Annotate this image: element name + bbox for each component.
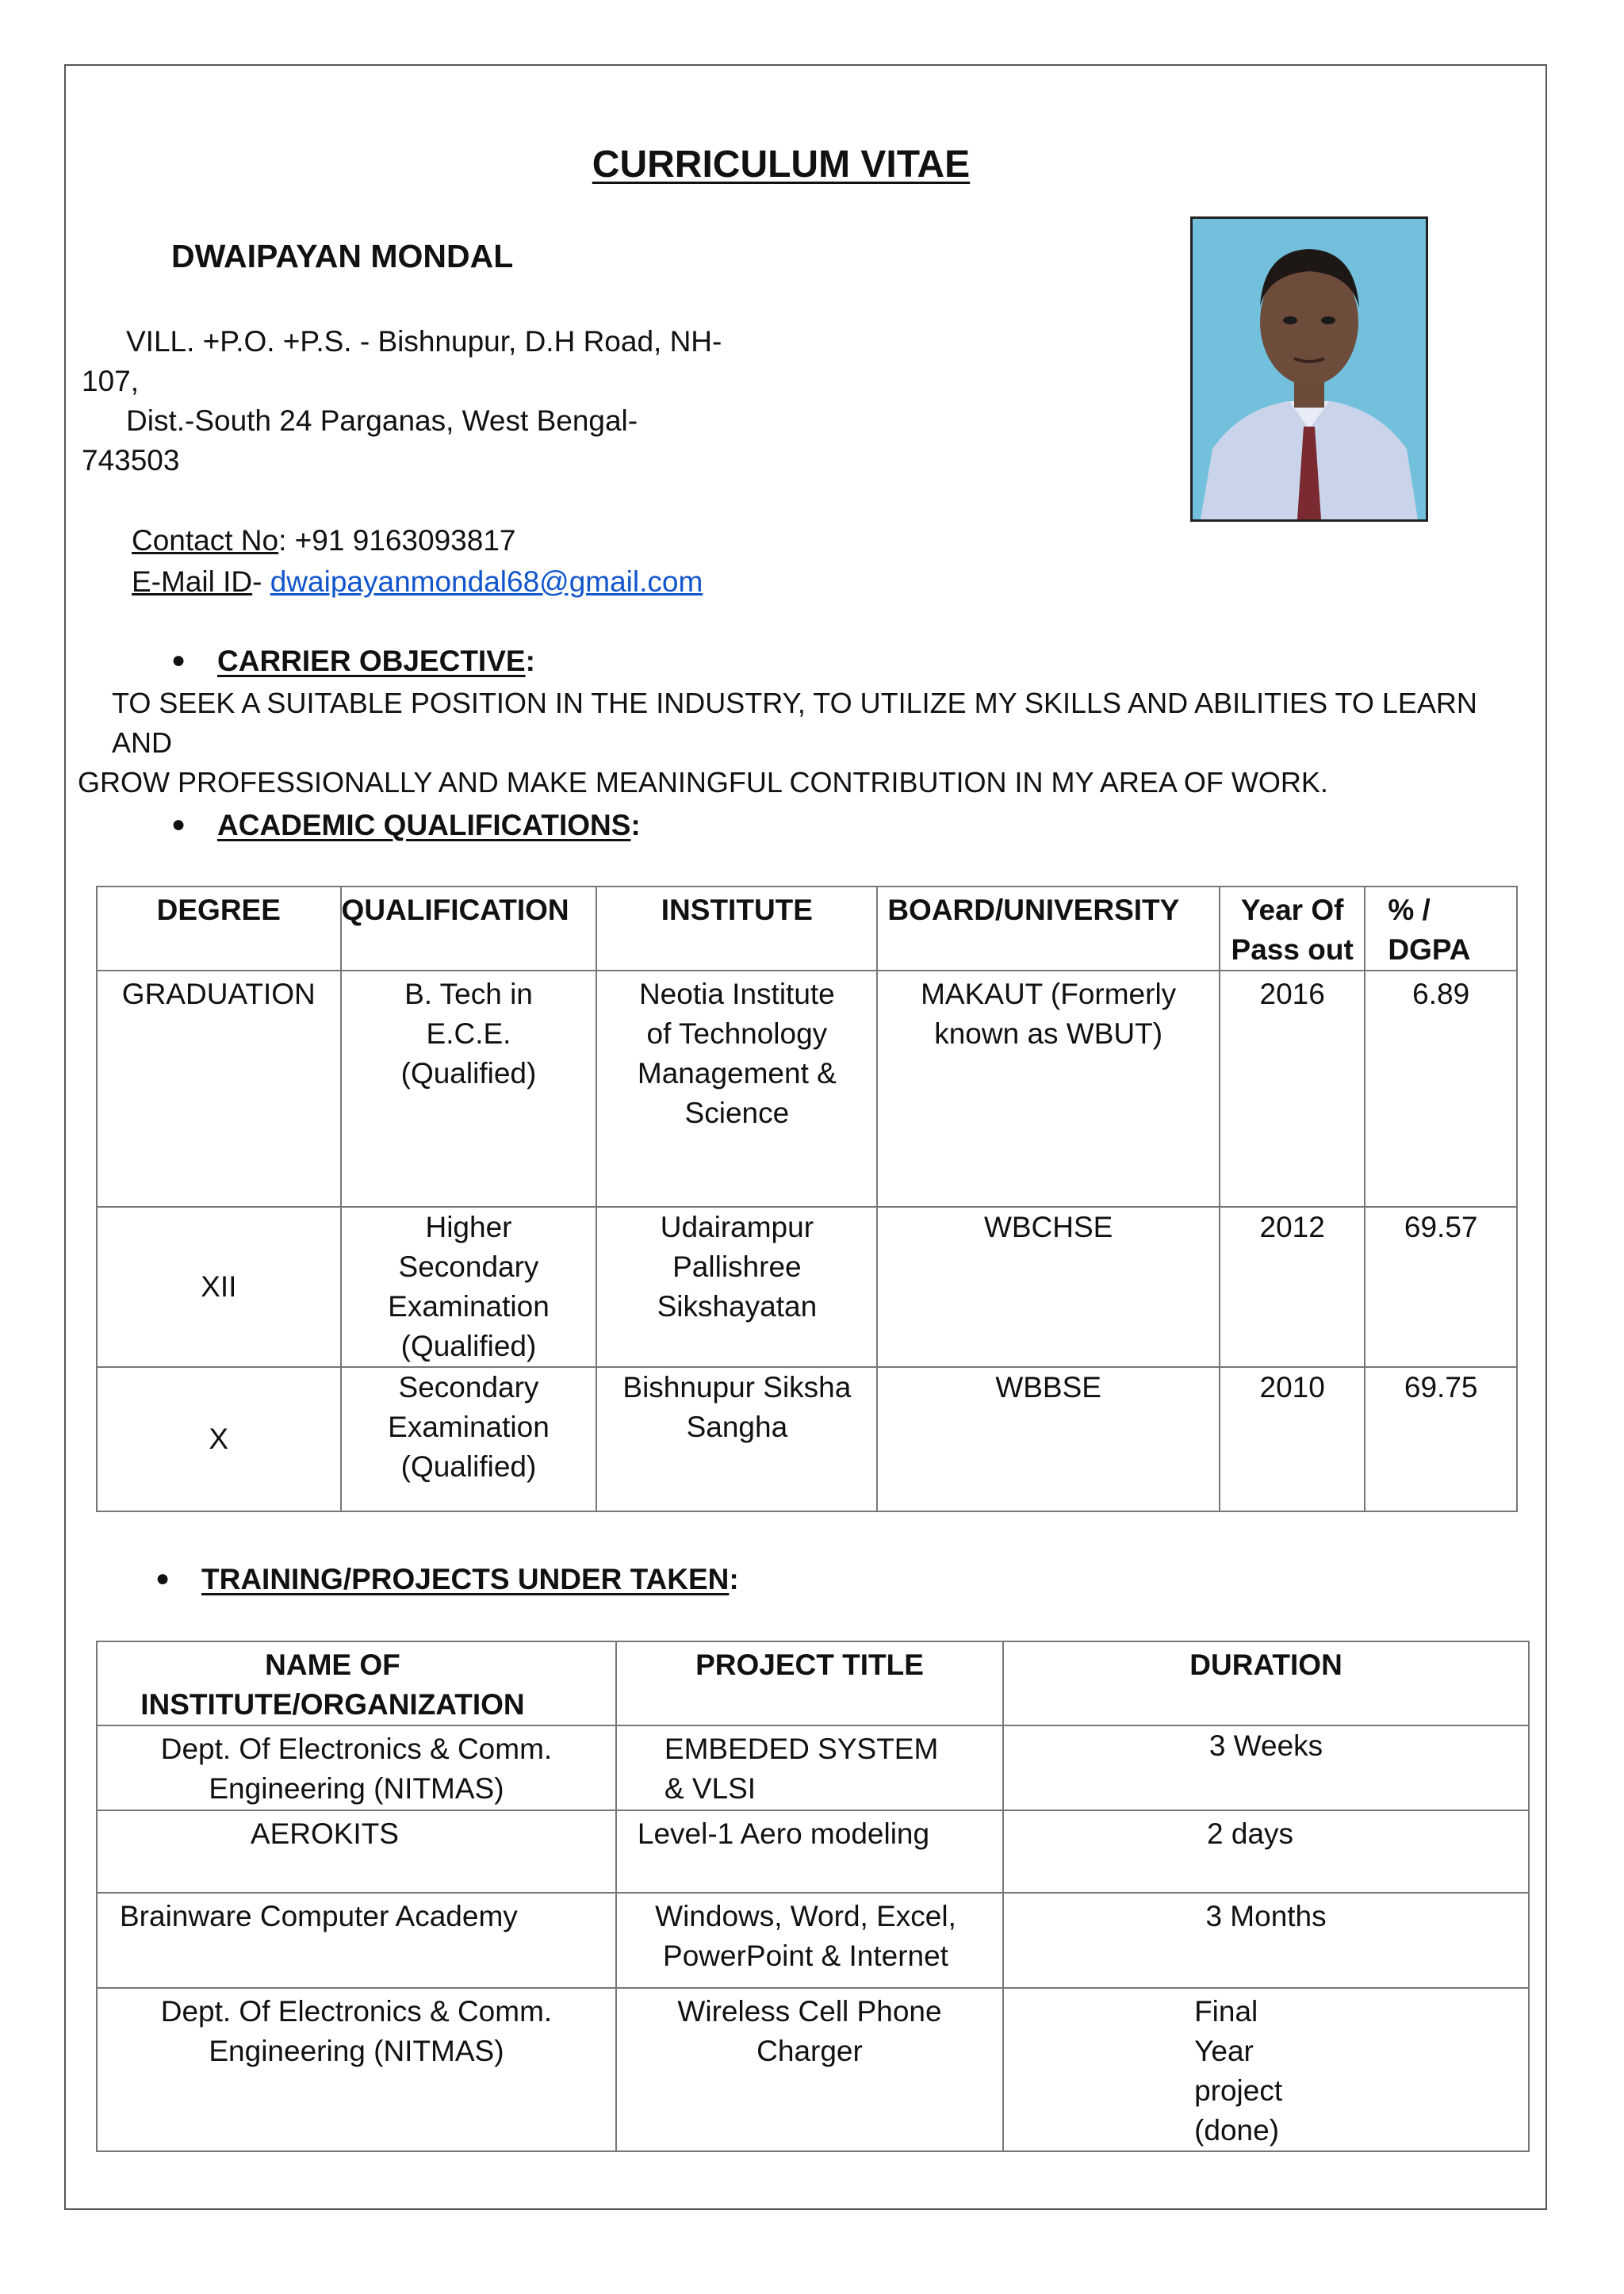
table-cell: WBBSE — [877, 1367, 1220, 1511]
table-header: % / DGPA — [1365, 887, 1517, 971]
address-line-2: Dist.-South 24 Parganas, West Bengal- 743503 — [82, 404, 638, 477]
address-line-1: VILL. +P.O. +P.S. - Bishnupur, D.H Road, NH- 107, — [82, 325, 722, 397]
table-cell: 3 Weeks — [1003, 1725, 1529, 1810]
table-cell: EMBEDED SYSTEM & VLSI — [616, 1725, 1003, 1810]
candidate-name: DWAIPAYAN MONDAL — [171, 238, 514, 274]
table-header: PROJECT TITLE — [616, 1641, 1003, 1725]
table-cell: AEROKITS — [97, 1810, 616, 1893]
document-title: CURRICULUM VITAE — [592, 144, 971, 186]
table-cell: Udairampur Pallishree Sikshayatan — [596, 1207, 877, 1367]
table-header-row — [97, 1641, 1529, 1725]
bullet-icon: ● — [171, 811, 186, 837]
table-header-row — [97, 887, 1517, 971]
table-header: DURATION — [1003, 1641, 1529, 1725]
table-header: DEGREE — [97, 887, 341, 971]
table-cell: Dept. Of Electronics & Comm. Engineering (NITMAS) — [97, 1988, 616, 2151]
academic-heading: ● ACADEMIC QUALIFICATIONS: — [171, 809, 641, 841]
table-cell: Final Year project (done) — [1003, 1988, 1529, 2151]
table-cell: Secondary Examination (Qualified) — [341, 1367, 597, 1511]
table-row — [97, 1367, 1517, 1511]
table-cell: X — [97, 1367, 341, 1511]
table-header: BOARD/UNIVERSITY — [877, 887, 1220, 971]
table-cell: Bishnupur Siksha Sangha — [596, 1367, 877, 1511]
table-row — [97, 1893, 1529, 1988]
table-cell: 69.75 — [1365, 1367, 1517, 1511]
table-cell: 6.89 — [1365, 971, 1517, 1207]
table-cell: 2016 — [1220, 971, 1365, 1207]
table-cell: Windows, Word, Excel, PowerPoint & Internet — [616, 1893, 1003, 1988]
training-table — [96, 1641, 1530, 2152]
email-line: E-Mail ID- dwaipayanmondal68@gmail.com — [132, 565, 703, 598]
table-cell: XII — [97, 1207, 341, 1367]
table-row — [97, 1810, 1529, 1893]
training-heading: ● TRAINING/PROJECTS UNDER TAKEN: — [155, 1563, 739, 1595]
academic-table — [96, 886, 1518, 1512]
table-cell: 2010 — [1220, 1367, 1365, 1511]
table-cell: WBCHSE — [877, 1207, 1220, 1367]
email-link[interactable]: dwaipayanmondal68@gmail.com — [270, 565, 703, 598]
table-header: INSTITUTE — [596, 887, 877, 971]
table-cell: 69.57 — [1365, 1207, 1517, 1367]
table-cell: Dept. Of Electronics & Comm. Engineering (NITMAS) — [97, 1725, 616, 1810]
portrait-photo — [1190, 216, 1428, 522]
table-cell: 2 days — [1003, 1810, 1529, 1893]
objective-text: TO SEEK A SUITABLE POSITION IN THE INDUSTRY, TO UTILIZE MY SKILLS AND ABILITIES TO LEARN AND GROW PROFESSIONALLY AND MAKE MEANINGFUL CONTRIBUTION IN MY AREA OF WORK. — [78, 687, 1477, 798]
table-cell: Higher Secondary Examination (Qualified) — [341, 1207, 597, 1367]
table-cell: Neotia Institute of Technology Management & Science — [596, 971, 877, 1207]
table-row — [97, 971, 1517, 1207]
table-header: NAME OF INSTITUTE/ORGANIZATION — [97, 1641, 616, 1725]
table-cell: GRADUATION — [97, 971, 341, 1207]
table-cell: 2012 — [1220, 1207, 1365, 1367]
table-header: QUALIFICATION — [341, 887, 597, 971]
table-cell: MAKAUT (Formerly known as WBUT) — [877, 971, 1220, 1207]
bullet-icon: ● — [155, 1565, 170, 1591]
table-row — [97, 1725, 1529, 1810]
portrait-photo-icon — [1193, 219, 1426, 519]
table-cell: Brainware Computer Academy — [97, 1893, 616, 1988]
table-cell: 3 Months — [1003, 1893, 1529, 1988]
bullet-icon: ● — [171, 647, 186, 673]
table-row — [97, 1988, 1529, 2151]
table-cell: Wireless Cell Phone Charger — [616, 1988, 1003, 2151]
table-row — [97, 1207, 1517, 1367]
table-cell: Level-1 Aero modeling — [616, 1810, 1003, 1893]
objective-heading: ● CARRIER OBJECTIVE: — [171, 645, 535, 677]
table-header: Year Of Pass out — [1220, 887, 1365, 971]
table-cell: B. Tech in E.C.E. (Qualified) — [341, 971, 597, 1207]
contact-number: Contact No: +91 9163093817 — [132, 524, 516, 557]
